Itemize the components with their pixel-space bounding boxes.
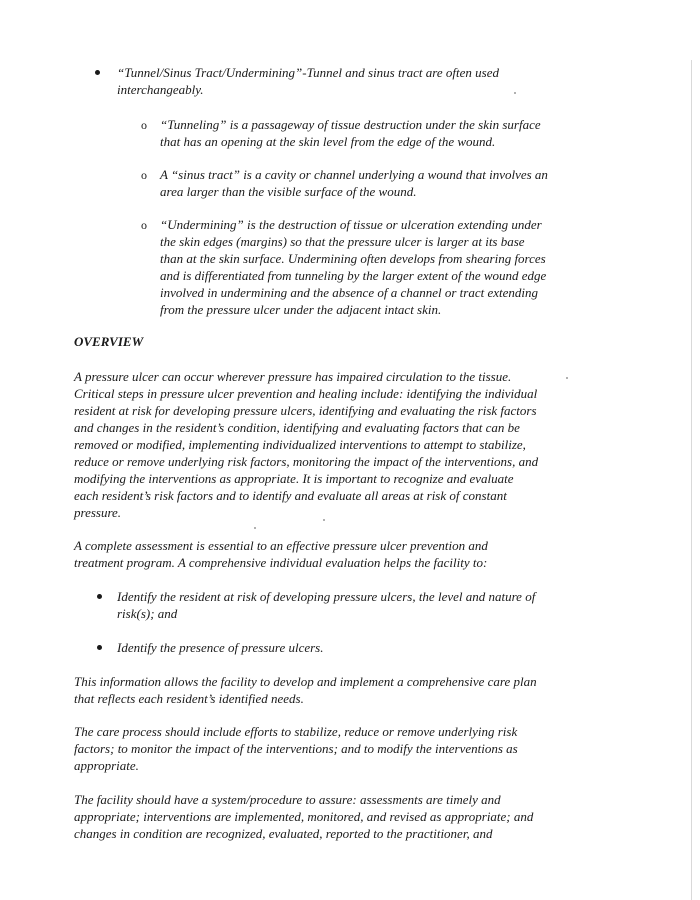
text-line: that has an opening at the skin level from the edge of the wound. — [160, 134, 496, 149]
assessment-bullet-presence — [117, 639, 657, 656]
overview-paragraph — [74, 368, 634, 521]
text-line: area larger than the visible surface of the wound. — [160, 184, 417, 199]
sub-bullet-undermining — [160, 216, 700, 318]
assessment-bullet-risk — [117, 588, 657, 622]
bullet-circle-icon: o — [141, 218, 147, 232]
text-line: factors; to monitor the impact of the interventions; and to modify the interventions as — [74, 741, 518, 756]
text-line: A complete assessment is essential to an effective pressure ulcer prevention and — [74, 538, 488, 553]
text-line: risk(s); and — [117, 606, 178, 621]
text-line: A pressure ulcer can occur wherever pressure has impaired circulation to the tissue. — [74, 369, 512, 384]
bullet-dot-icon — [97, 594, 102, 599]
text-line: Identify the presence of pressure ulcers. — [117, 640, 324, 655]
care-process-paragraph — [74, 723, 614, 774]
text-line: appropriate; interventions are implemented, monitored, and revised as appropriate; and — [74, 809, 534, 824]
text-line: and changes in the resident’s condition, identifying and evaluating factors that can be — [74, 420, 520, 435]
text-line: modifying the interventions as appropriate. It is important to recognize and evaluate — [74, 471, 514, 486]
text-line: treatment program. A comprehensive individual evaluation helps the facility to: — [74, 555, 488, 570]
text-line: Identify the resident at risk of developing pressure ulcers, the level and nature of — [117, 589, 536, 604]
assessment-paragraph — [74, 537, 614, 571]
facility-system-paragraph — [74, 791, 634, 842]
care-plan-paragraph — [74, 673, 614, 707]
bullet-circle-icon: o — [141, 118, 147, 132]
text-line: that reflects each resident’s identified needs. — [74, 691, 304, 706]
text-line: and is differentiated from tunneling by the larger extent of the wound edge — [160, 268, 547, 283]
text-line: pressure. — [74, 505, 122, 520]
text-line: “Tunneling” is a passageway of tissue destruction under the skin surface — [160, 117, 541, 132]
text-line: changes in condition are recognized, evaluated, reported to the practitioner, and — [74, 826, 493, 841]
text-line: removed or modified, implementing individualized interventions to attempt to stabilize, — [74, 437, 526, 452]
sub-bullet-tunneling — [160, 116, 700, 150]
bullet-dot-icon — [95, 70, 100, 75]
text-line: This information allows the facility to develop and implement a comprehensive care plan — [74, 674, 537, 689]
text-line: The facility should have a system/procedure to assure: assessments are timely and — [74, 792, 501, 807]
text-line: “Undermining” is the destruction of tissue or ulceration extending under — [160, 217, 542, 232]
bullet-dot-icon — [97, 645, 102, 650]
text-line: resident at risk for developing pressure ulcers, identifying and evaluating the risk factors — [74, 403, 537, 418]
scan-speck — [254, 527, 256, 529]
text-line: reduce or remove underlying risk factors, monitoring the impact of the interventions, and — [74, 454, 539, 469]
intro-bullet-text — [117, 64, 657, 98]
text-line: each resident’s risk factors and to identify and evaluate all areas at risk of constant — [74, 488, 507, 503]
text-line: The care process should include efforts to stabilize, reduce or remove underlying risk — [74, 724, 518, 739]
bullet-circle-icon: o — [141, 168, 147, 182]
text-line: than at the skin surface. Undermining often develops from shearing forces — [160, 251, 546, 266]
text-line: Critical steps in pressure ulcer prevention and healing include: identifying the individual — [74, 386, 538, 401]
text-line: appropriate. — [74, 758, 139, 773]
overview-heading: OVERVIEW — [74, 334, 144, 349]
text-line: involved in undermining and the absence of a channel or tract extending — [160, 285, 538, 300]
text-line: the skin edges (margins) so that the pressure ulcer is larger at its base — [160, 234, 525, 249]
text-line: A “sinus tract” is a cavity or channel underlying a wound that involves an — [160, 167, 548, 182]
text-line: from the pressure ulcer under the adjacent intact skin. — [160, 302, 442, 317]
text-line: “Tunnel/Sinus Tract/Undermining”-Tunnel and sinus tract are often used — [117, 65, 499, 80]
text-line: interchangeably. — [117, 82, 204, 97]
sub-bullet-sinus-tract — [160, 166, 700, 200]
